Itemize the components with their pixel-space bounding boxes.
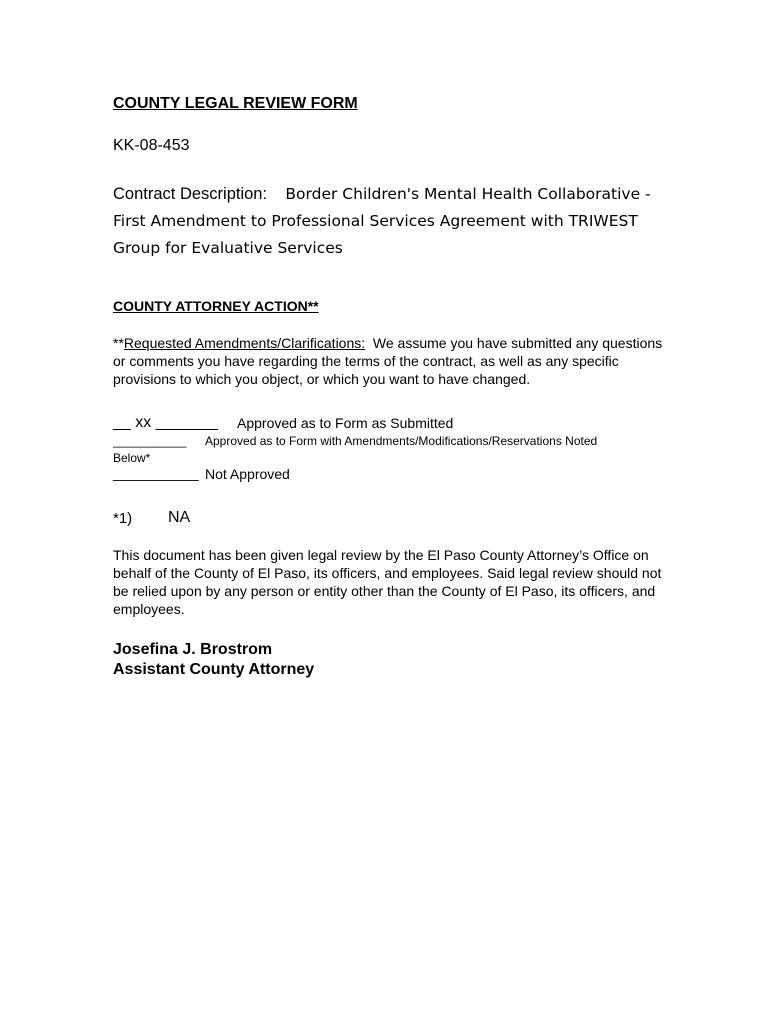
note-item — [113, 509, 191, 527]
legal-review-statement: This document has been given legal review by the El Paso County Attorney’s Office on behalf of the County of El Paso, its officers, and employees. Said legal review should not be relied upon by any person or entity other than the County of El Paso, its officers, and employees. — [113, 547, 662, 617]
county-attorney-action-heading: COUNTY ATTORNEY ACTION** — [113, 298, 319, 314]
option-approved-as-submitted — [113, 414, 454, 432]
contract-description-label: Contract Description: — [113, 185, 268, 203]
option-mark: __ xx _______ — [113, 414, 218, 431]
requested-text: We assume you have submitted any questions or comments you have regarding the terms of the contract, as well as any specific provisions to which you object, or which you want to have changed. — [113, 335, 663, 387]
requested-amendments-paragraph — [113, 334, 673, 388]
form-title: COUNTY LEGAL REVIEW FORM — [113, 95, 358, 112]
signatory-title: Assistant County Attorney — [113, 661, 315, 678]
note-value: NA — [168, 509, 191, 526]
requested-label: Requested Amendments/Clarifications: — [123, 335, 366, 351]
option-label: Approved as to Form with Amendments/Modifications/Reservations Noted — [205, 434, 598, 448]
contract-description — [113, 181, 673, 262]
option-mark: ___________ — [113, 465, 199, 481]
contract-number: KK-08-453 — [113, 137, 190, 154]
contract-description-value: Border Children's Mental Health Collaborative - First Amendment to Professional Services Agreement with TRIWEST Group for Evaluative Services — [113, 185, 651, 257]
requested-prefix: ** — [113, 335, 124, 351]
option-approved-with-amendments — [113, 434, 598, 448]
option-not-approved — [113, 465, 290, 482]
option-label: Not Approved — [205, 466, 290, 482]
signatory-name: Josefina J. Brostrom — [113, 641, 273, 658]
option-mark: ___________ — [113, 434, 187, 448]
note-number: *1) — [113, 510, 133, 527]
option-label: Approved as to Form as Submitted — [237, 415, 454, 431]
option-continuation: Below* — [113, 451, 151, 465]
